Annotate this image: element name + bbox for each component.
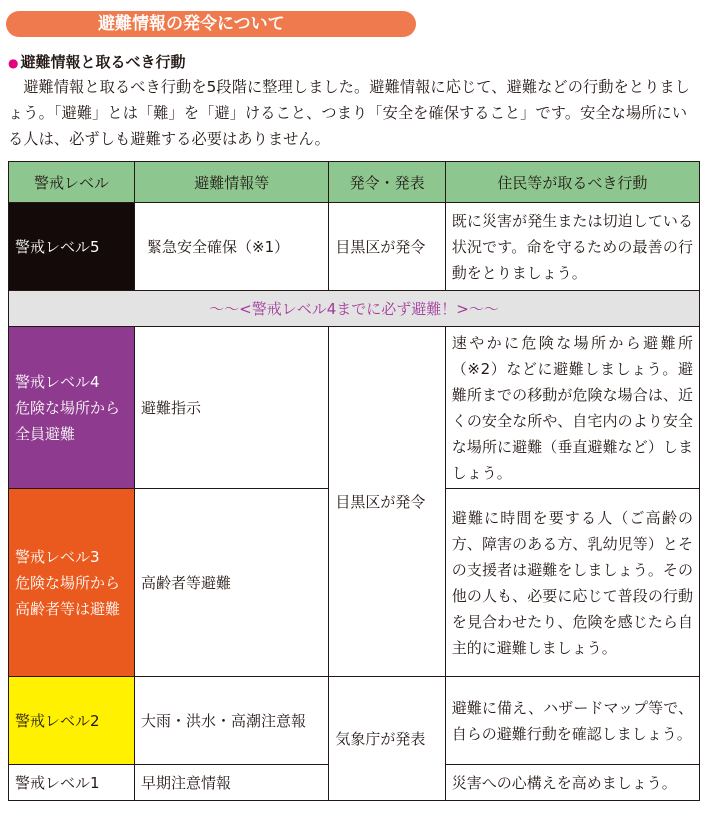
level3-cell <box>9 489 135 677</box>
level3-action: 避難に時間を要する人（ご高齢の方、障害のある方、乳幼児等）とその支援者は避難をしましょう。その他の人も、必要に応じて普段の行動を見合わせたり、危険を感じたら自主的に避難しましょう。 <box>445 489 699 677</box>
level5-action: 既に災害が発生または切迫している状況です。命を守るための最善の行動をとりましょう。 <box>445 203 699 291</box>
table-row-level4 <box>9 327 700 489</box>
level1-info: 早期注意情報 <box>135 765 329 801</box>
level4-info: 避難指示 <box>135 327 329 489</box>
section-title: 避難情報の発令について <box>98 14 285 34</box>
bullet-dot-icon: ● <box>8 56 19 70</box>
level2-cell: 警戒レベル2 <box>9 677 135 765</box>
alert-level-table <box>8 161 700 801</box>
level4-cell <box>9 327 135 489</box>
level5-cell: 警戒レベル5 <box>9 203 135 291</box>
subheading <box>8 51 186 74</box>
level43-issuer: 目黒区が発令 <box>329 327 445 677</box>
level5-info: 緊急安全確保（※1） <box>135 203 329 291</box>
header-issuer: 発令・発表 <box>329 162 445 203</box>
level4-label: 警戒レベル4 <box>15 372 100 391</box>
table-row-notice <box>9 291 700 327</box>
level4-action: 速やかに危険な場所から避難所（※2）などに避難しましょう。避難所までの移動が危険な場合は、近くの安全な所や、自宅内のより安全な場所に避難（垂直避難など）しましょう。 <box>445 327 699 489</box>
level4-notice: ～～<警戒レベル4までに必ず避難！>～～ <box>9 291 700 327</box>
level3-sub1: 危険な場所から <box>15 573 121 592</box>
level3-label: 警戒レベル3 <box>15 547 100 566</box>
intro-paragraph: 避難情報と取るべき行動を5段階に整理しました。避難情報に応じて、避難などの行動をとりましょう。「避難」とは「難」を「避」けること、つまり「安全を確保すること」です。安全な場所にいる人は、必ずしも避難する必要はありません。 <box>8 78 691 148</box>
subheading-text: 避難情報と取るべき行動 <box>20 53 186 71</box>
table-header-row <box>9 162 700 203</box>
level21-issuer: 気象庁が発表 <box>329 677 445 801</box>
level3-info: 高齢者等避難 <box>135 489 329 677</box>
table-row-level2 <box>9 677 700 765</box>
header-info: 避難情報等 <box>135 162 329 203</box>
header-level: 警戒レベル <box>9 162 135 203</box>
level2-info: 大雨・洪水・高潮注意報 <box>135 677 329 765</box>
section-title-banner <box>6 11 416 37</box>
level5-issuer: 目黒区が発令 <box>329 203 445 291</box>
level4-sub2: 全員避難 <box>15 424 76 443</box>
level3-sub2: 高齢者等は避難 <box>15 599 121 618</box>
level1-cell: 警戒レベル1 <box>9 765 135 801</box>
level1-action: 災害への心構えを高めましょう。 <box>445 765 699 801</box>
level2-action: 避難に備え、ハザードマップ等で、自らの避難行動を確認しましょう。 <box>445 677 699 765</box>
table-row-level5 <box>9 203 700 291</box>
header-action: 住民等が取るべき行動 <box>445 162 699 203</box>
level4-sub1: 危険な場所から <box>15 398 121 417</box>
